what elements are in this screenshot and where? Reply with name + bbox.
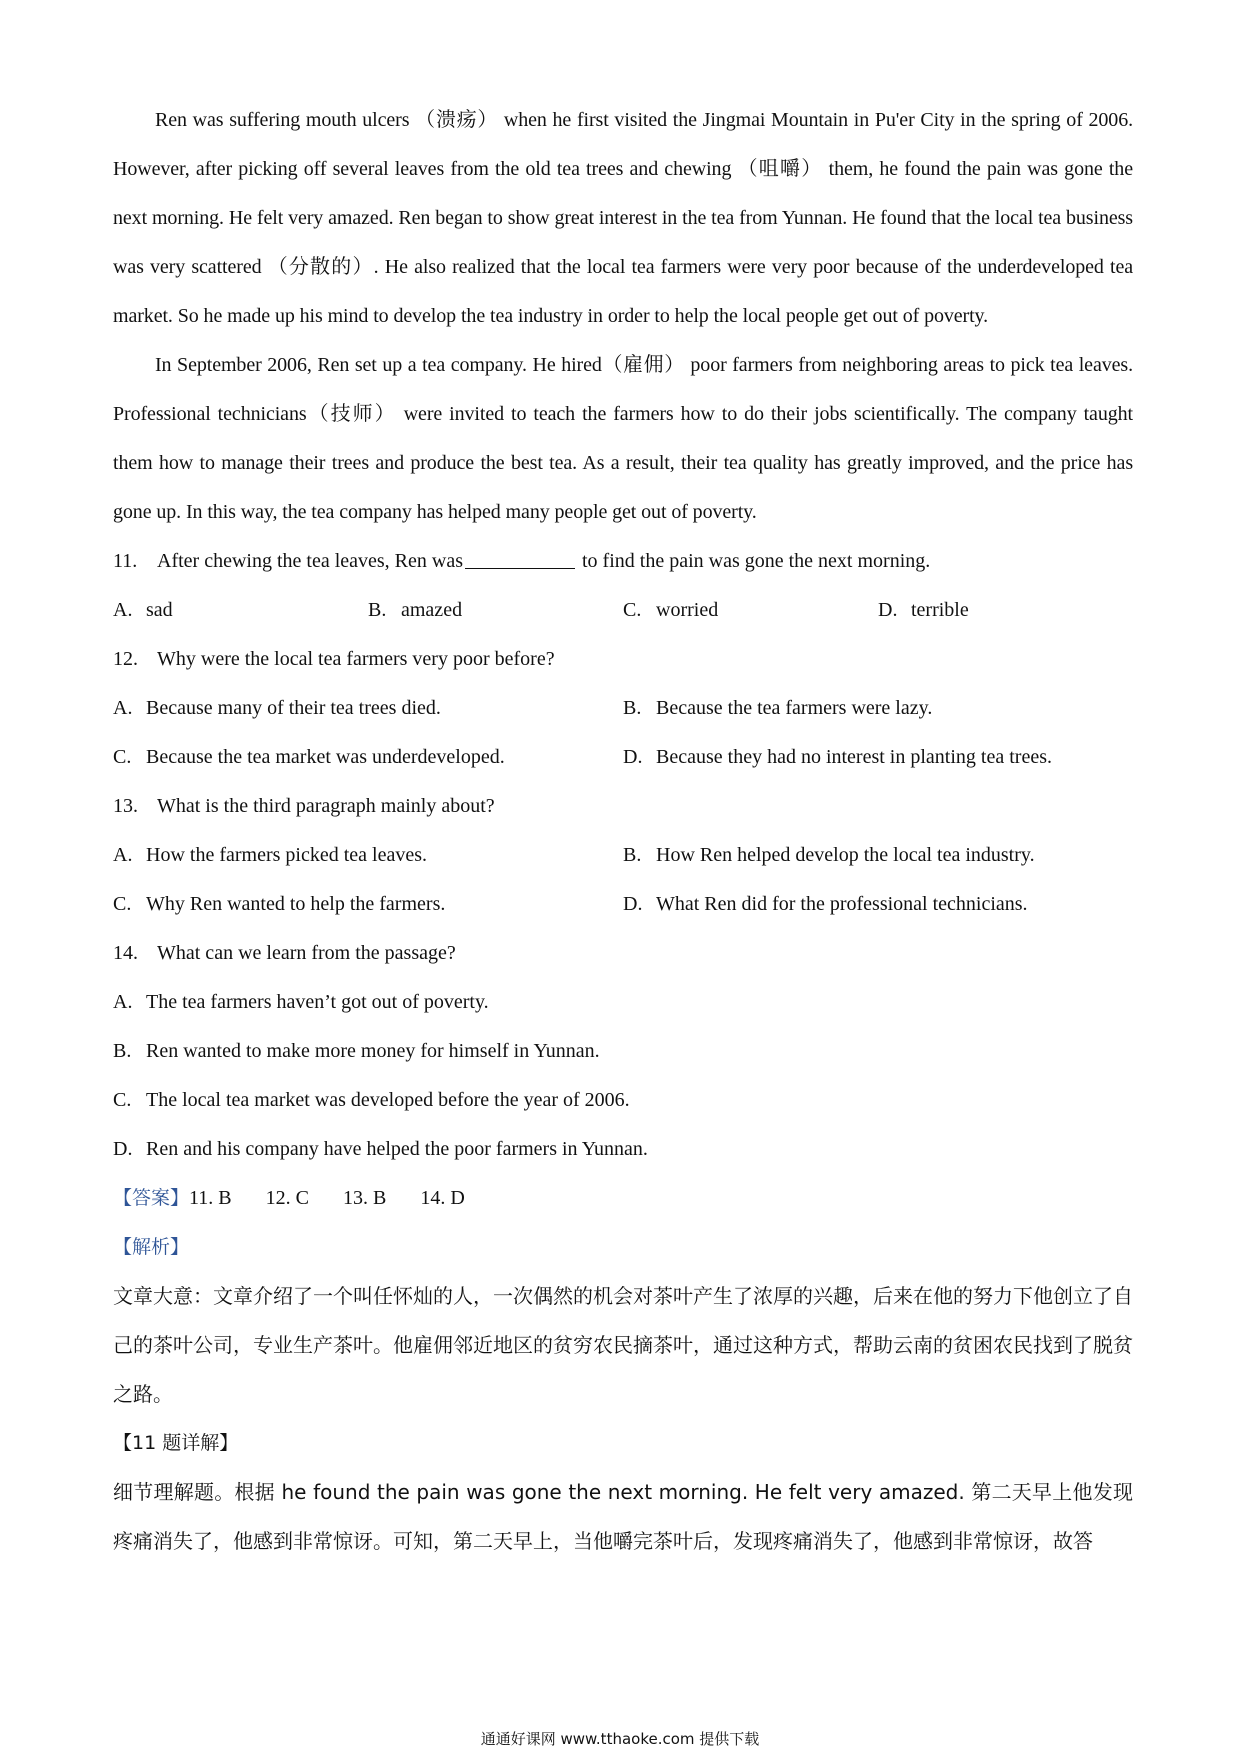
option-b: B. Because the tea farmers were lazy.	[623, 697, 933, 719]
option-c: C. Because the tea market was underdeveloped.	[113, 746, 505, 768]
question-text: Why were the local tea farmers very poor before?	[157, 648, 555, 670]
question-11	[113, 537, 1133, 586]
passage-paragraph-2: In September 2006, Ren set up a tea company. He hired（雇佣） poor farmers from neighboring areas to pick tea leaves. Professional technicians（技师） were invited to teach the farmers how to do their jobs scientifically. The company taught them how to manage their trees and produce the best tea. As a result, their tea quality has greatly improved, and the price has gone up. In this way, the tea company has helped many people get out of poverty.	[113, 354, 1133, 523]
question-number: 12.	[113, 648, 138, 670]
analysis-detail: 细节理解题。根据 he found the pain was gone the next morning. He felt very amazed. 第二天早上他发现疼痛消失了，他感到非常惊讶。可知，第二天早上，当他嚼完茶叶后，发现疼痛消失了，他感到非常惊讶，故答	[113, 1480, 1133, 1553]
document-page	[113, 96, 1133, 1566]
question-12	[113, 635, 1133, 684]
question-text: What is the third paragraph mainly about?	[157, 795, 495, 817]
answer-key	[113, 1174, 1133, 1223]
option-d: D. Ren and his company have helped the poor farmers in Yunnan.	[113, 1138, 648, 1160]
footer-source: 通通好课网 www.tthaoke.com 提供下载	[480, 1730, 760, 1748]
question-12-options-row-1	[113, 684, 1133, 733]
answer-item: 12. C	[265, 1187, 309, 1209]
option-c: C. Why Ren wanted to help the farmers.	[113, 893, 446, 915]
option-a: A. sad	[113, 599, 173, 621]
analysis-label: 【解析】	[113, 1236, 190, 1258]
option-b: B. Ren wanted to make more money for himself in Yunnan.	[113, 1040, 600, 1062]
question-number: 14.	[113, 942, 138, 964]
question-13-options-row-1	[113, 831, 1133, 880]
option-c: C. worried	[623, 599, 719, 621]
option-d: D. Because they had no interest in planting tea trees.	[623, 746, 1052, 768]
question-12-options-row-2	[113, 733, 1133, 782]
question-text: What can we learn from the passage?	[157, 942, 456, 964]
answer-item: 14. D	[420, 1187, 465, 1209]
answer-item: 13. B	[342, 1187, 387, 1209]
answer-item: 11. B	[189, 1187, 232, 1209]
answer-blank	[465, 548, 575, 569]
question-14	[113, 929, 1133, 978]
option-b: B. How Ren helped develop the local tea industry.	[623, 844, 1035, 866]
option-c: C. The local tea market was developed before the year of 2006.	[113, 1089, 630, 1111]
question-number: 13.	[113, 795, 138, 817]
option-d: D. What Ren did for the professional technicians.	[623, 893, 1028, 915]
option-a: A. The tea farmers haven’t got out of poverty.	[113, 991, 489, 1013]
option-a: A. Because many of their tea trees died.	[113, 697, 441, 719]
question-number: 11.	[113, 550, 138, 572]
question-11-options	[113, 586, 1133, 635]
detail-label: 【11 题详解】	[113, 1432, 239, 1454]
option-d: D. terrible	[878, 599, 969, 621]
option-b: B. amazed	[368, 599, 463, 621]
question-13-options-row-2	[113, 880, 1133, 929]
analysis-summary: 文章大意：文章介绍了一个叫任怀灿的人，一次偶然的机会对茶叶产生了浓厚的兴趣，后来在他的努力下他创立了自己的茶叶公司，专业生产茶叶。他雇佣邻近地区的贫穷农民摘茶叶，通过这种方式，帮助云南的贫困农民找到了脱贫之路。	[113, 1284, 1133, 1406]
question-text-before: After chewing the tea leaves, Ren was	[157, 550, 463, 572]
option-a: A. How the farmers picked tea leaves.	[113, 844, 427, 866]
answer-label: 【答案】	[113, 1187, 190, 1209]
passage-paragraph-1: Ren was suffering mouth ulcers （溃疡） when he first visited the Jingmai Mountain in Pu'er City in the spring of 2006. However, after picking off several leaves from the old tea trees and chewing （咀嚼） them, he found the pain was gone the next morning. He felt very amazed. Ren began to show great interest in the tea from Yunnan. He found that the local tea business was very scattered （分散的）. He also realized that the local tea farmers were very poor because of the underdeveloped tea market. So he made up his mind to develop the tea industry in order to help the local people get out of poverty.	[113, 109, 1133, 327]
question-text-after: to find the pain was gone the next morning.	[577, 550, 931, 572]
question-13	[113, 782, 1133, 831]
